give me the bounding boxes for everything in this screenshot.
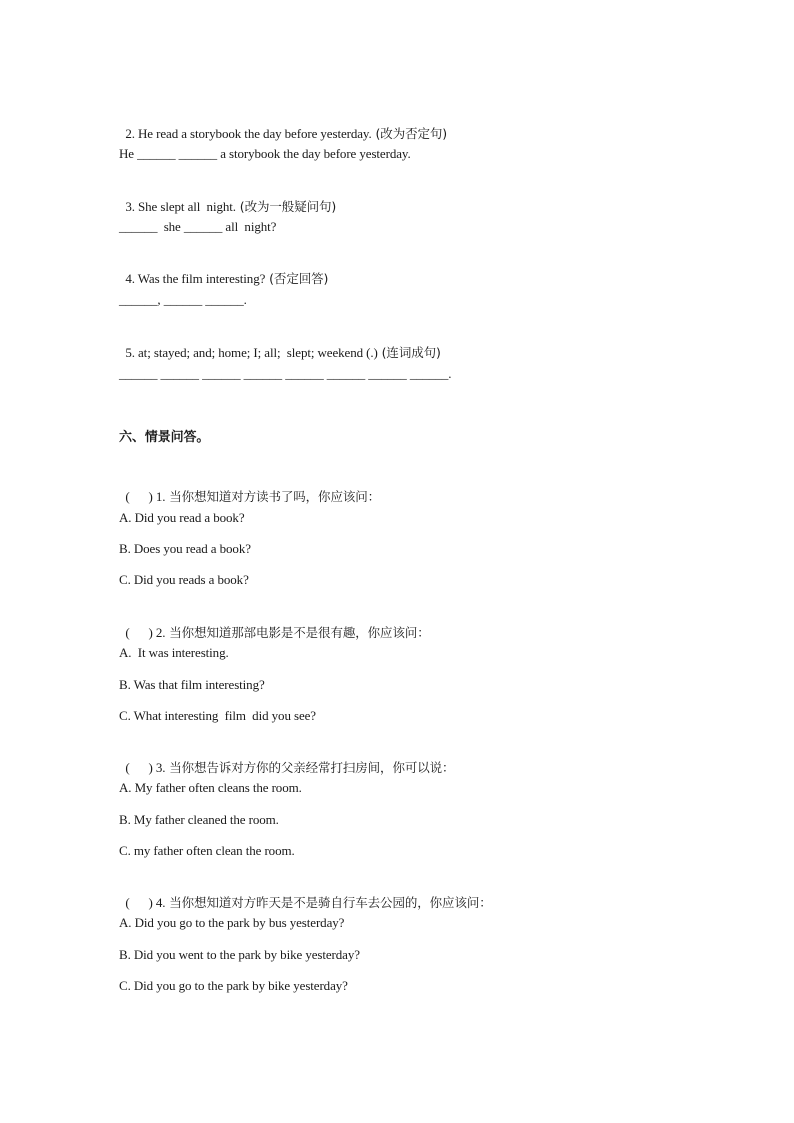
answer-blank-1[interactable]: ( ) 1.: [125, 489, 166, 504]
question-4-instruction: (否定回答): [265, 271, 329, 286]
answer-blank-4[interactable]: ( ) 4.: [125, 895, 166, 910]
question-2-sentence: [119, 110, 447, 142]
q2-option-a: A. It was interesting.: [119, 645, 229, 660]
q4-option-c: C. Did you go to the park by bike yesterday?: [119, 978, 348, 993]
situation-question-3: [119, 744, 454, 776]
situation-prompt-3: 当你想告诉对方你的父亲经常打扫房间，你可以说：: [165, 760, 455, 775]
question-3-sentence: [119, 183, 336, 215]
q4-option-b: B. Did you went to the park by bike yesterday?: [119, 947, 360, 962]
question-3-instruction: (改为一般疑问句): [235, 199, 337, 214]
q3-option-c: C. my father often clean the room.: [119, 843, 295, 858]
question-3-text: 3. She slept all night.: [125, 199, 236, 214]
q1-option-a: A. Did you read a book?: [119, 510, 245, 525]
question-2-instruction: (改为否定句): [371, 126, 448, 141]
question-4-sentence: [119, 255, 328, 287]
question-5-instruction: (连词成句): [377, 345, 441, 360]
situation-prompt-2: 当你想知道那部电影是不是很有趣，你应该问：: [165, 625, 430, 640]
question-5-answer-line: ______ ______ ______ ______ ______ ______ ______ ______.: [119, 366, 452, 381]
question-3-answer-line: ______ she ______ all night?: [119, 219, 277, 234]
situation-prompt-4: 当你想知道对方昨天是不是骑自行车去公园的，你应该问：: [165, 895, 492, 910]
q2-option-c: C. What interesting film did you see?: [119, 708, 316, 723]
situation-prompt-1: 当你想知道对方读书了吗，你应该问：: [165, 489, 381, 504]
question-2-text: 2. He read a storybook the day before yesterday.: [125, 126, 372, 141]
q1-option-b: B. Does you read a book?: [119, 541, 251, 556]
situation-question-4: [119, 879, 492, 911]
question-2-answer-line: He ______ ______ a storybook the day before yesterday.: [119, 146, 411, 161]
q1-option-c: C. Did you reads a book?: [119, 572, 249, 587]
question-4-answer-line: ______, ______ ______.: [119, 292, 247, 307]
question-5-text: 5. at; stayed; and; home; I; all; slept; weekend (.): [125, 345, 378, 360]
question-4-text: 4. Was the film interesting?: [125, 271, 266, 286]
answer-blank-2[interactable]: ( ) 2.: [125, 625, 166, 640]
situation-question-1: [119, 473, 380, 505]
question-5-sentence: [119, 329, 441, 361]
answer-blank-3[interactable]: ( ) 3.: [125, 760, 166, 775]
situation-question-2: [119, 609, 430, 641]
q3-option-b: B. My father cleaned the room.: [119, 812, 279, 827]
section-6-heading: 六、情景问答。: [119, 430, 210, 445]
q3-option-a: A. My father often cleans the room.: [119, 780, 302, 795]
q4-option-a: A. Did you go to the park by bus yesterday?: [119, 915, 345, 930]
q2-option-b: B. Was that film interesting?: [119, 677, 265, 692]
